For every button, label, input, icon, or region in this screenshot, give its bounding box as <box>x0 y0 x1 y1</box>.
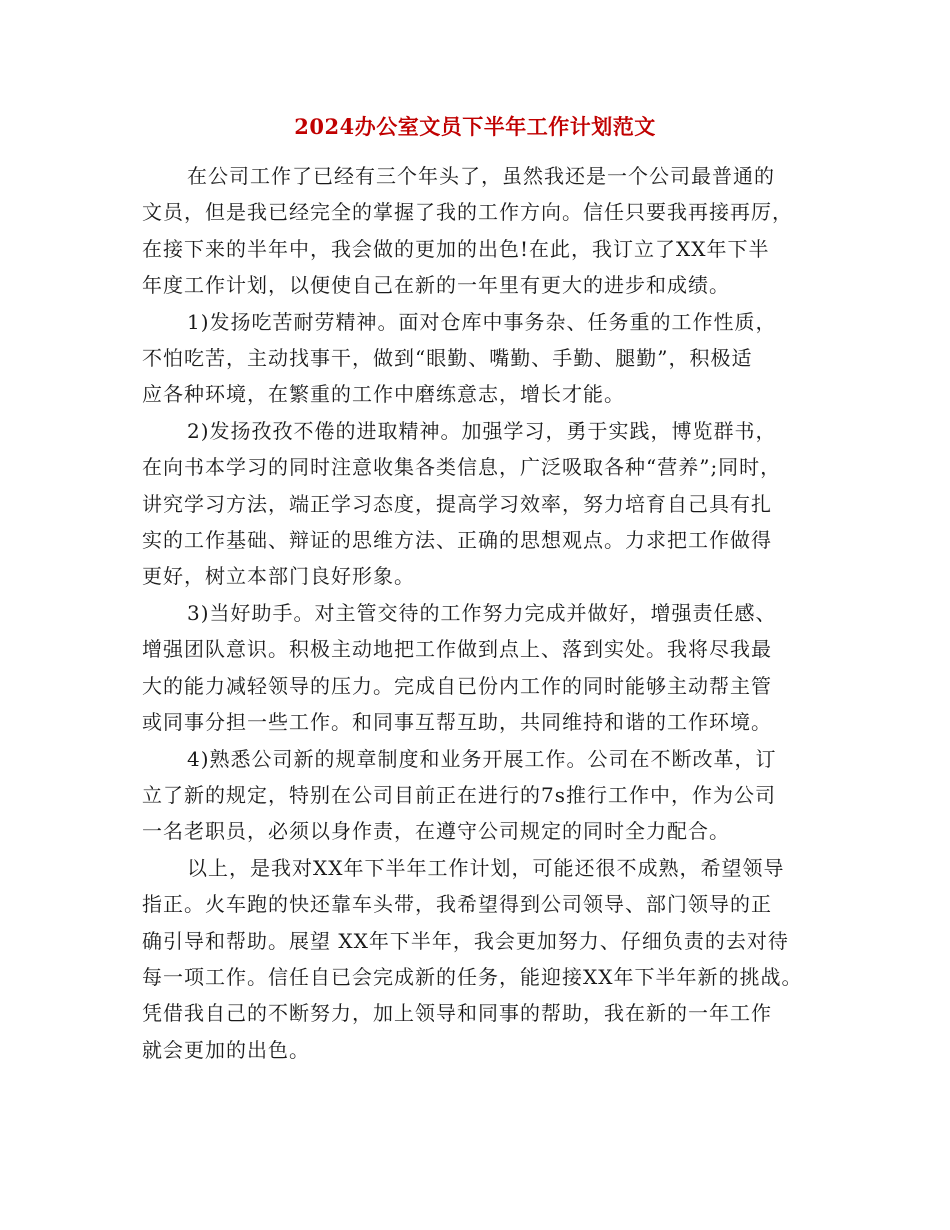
text-line: 每一项工作。信任自已会完成新的任务，能迎接XX年下半年新的挑战。 <box>142 964 803 989</box>
text-line: 3)当好助手。对主管交待的工作努力完成并做好，增强责任感、 <box>187 600 777 625</box>
text-line: 确引导和帮助。展望 XX年下半年，我会更加努力、仔细负责的去对待 <box>142 928 789 953</box>
document-title: 2024办公室文员下半年工作计划范文 <box>294 114 656 139</box>
text-line: 4)熟悉公司新的规章制度和业务开展工作。公司在不断改革，订 <box>187 746 777 771</box>
paragraph-point-2 <box>142 413 822 595</box>
text-line: 以上，是我对XX年下半年工作计划，可能还很不成熟，希望领导 <box>187 855 785 880</box>
text-line: 增强团队意识。积极主动地把工作做到点上、落到实处。我将尽我最 <box>142 637 772 662</box>
paragraph-point-1 <box>142 304 822 413</box>
text-line: 1)发扬吃苦耐劳精神。面对仓库中事务杂、任务重的工作性质， <box>187 309 777 334</box>
text-line: 指正。火车跑的快还靠车头带，我希望得到公司领导、部门领导的正 <box>142 892 772 917</box>
paragraph-point-4 <box>142 741 822 850</box>
paragraph-conclusion <box>142 850 822 1068</box>
document-body <box>142 158 822 1068</box>
paragraph-point-3 <box>142 595 822 741</box>
text-line: 2)发扬孜孜不倦的进取精神。加强学习，勇于实践，博览群书， <box>187 418 777 443</box>
text-line: 应各种环境，在繁重的工作中磨练意志，增长才能。 <box>142 382 625 407</box>
text-line: 年度工作计划，以便使自己在新的一年里有更大的进步和成绩。 <box>142 273 730 298</box>
text-line: 凭借我自己的不断努力，加上领导和同事的帮助，我在新的一年工作 <box>142 1001 772 1026</box>
text-line: 更好，树立本部门良好形象。 <box>142 564 415 589</box>
text-line: 就会更加的出色。 <box>142 1037 310 1062</box>
text-line: 实的工作基础、辩证的思维方法、正确的思想观点。力求把工作做得 <box>142 528 772 553</box>
text-line: 文员，但是我已经完全的掌握了我的工作方向。信任只要我再接再厉， <box>142 200 793 225</box>
text-line: 在接下来的半年中，我会做的更加的出色!在此，我订立了XX年下半 <box>142 236 770 261</box>
paragraph-intro <box>142 158 822 304</box>
text-line: 一名老职员，必须以身作责，在遵守公司规定的同时全力配合。 <box>142 819 730 844</box>
text-line: 讲究学习方法，端正学习态度，提高学习效率，努力培育自己具有扎 <box>142 491 772 516</box>
text-line: 大的能力减轻领导的压力。完成自已份内工作的同时能够主动帮主管 <box>142 673 772 698</box>
text-line: 或同事分担一些工作。和同事互帮互助，共同维持和谐的工作环境。 <box>142 710 772 735</box>
text-line: 不怕吃苦，主动找事干，做到“眼勤、嘴勤、手勤、腿勤”，积极适 <box>142 346 753 371</box>
text-line: 立了新的规定，特别在公司目前正在进行的7s推行工作中，作为公司 <box>142 782 776 807</box>
text-line: 在向书本学习的同时注意收集各类信息，广泛吸取各种“营养”;同时， <box>142 455 782 480</box>
text-line: 在公司工作了已经有三个年头了，虽然我还是一个公司最普通的 <box>187 164 775 188</box>
